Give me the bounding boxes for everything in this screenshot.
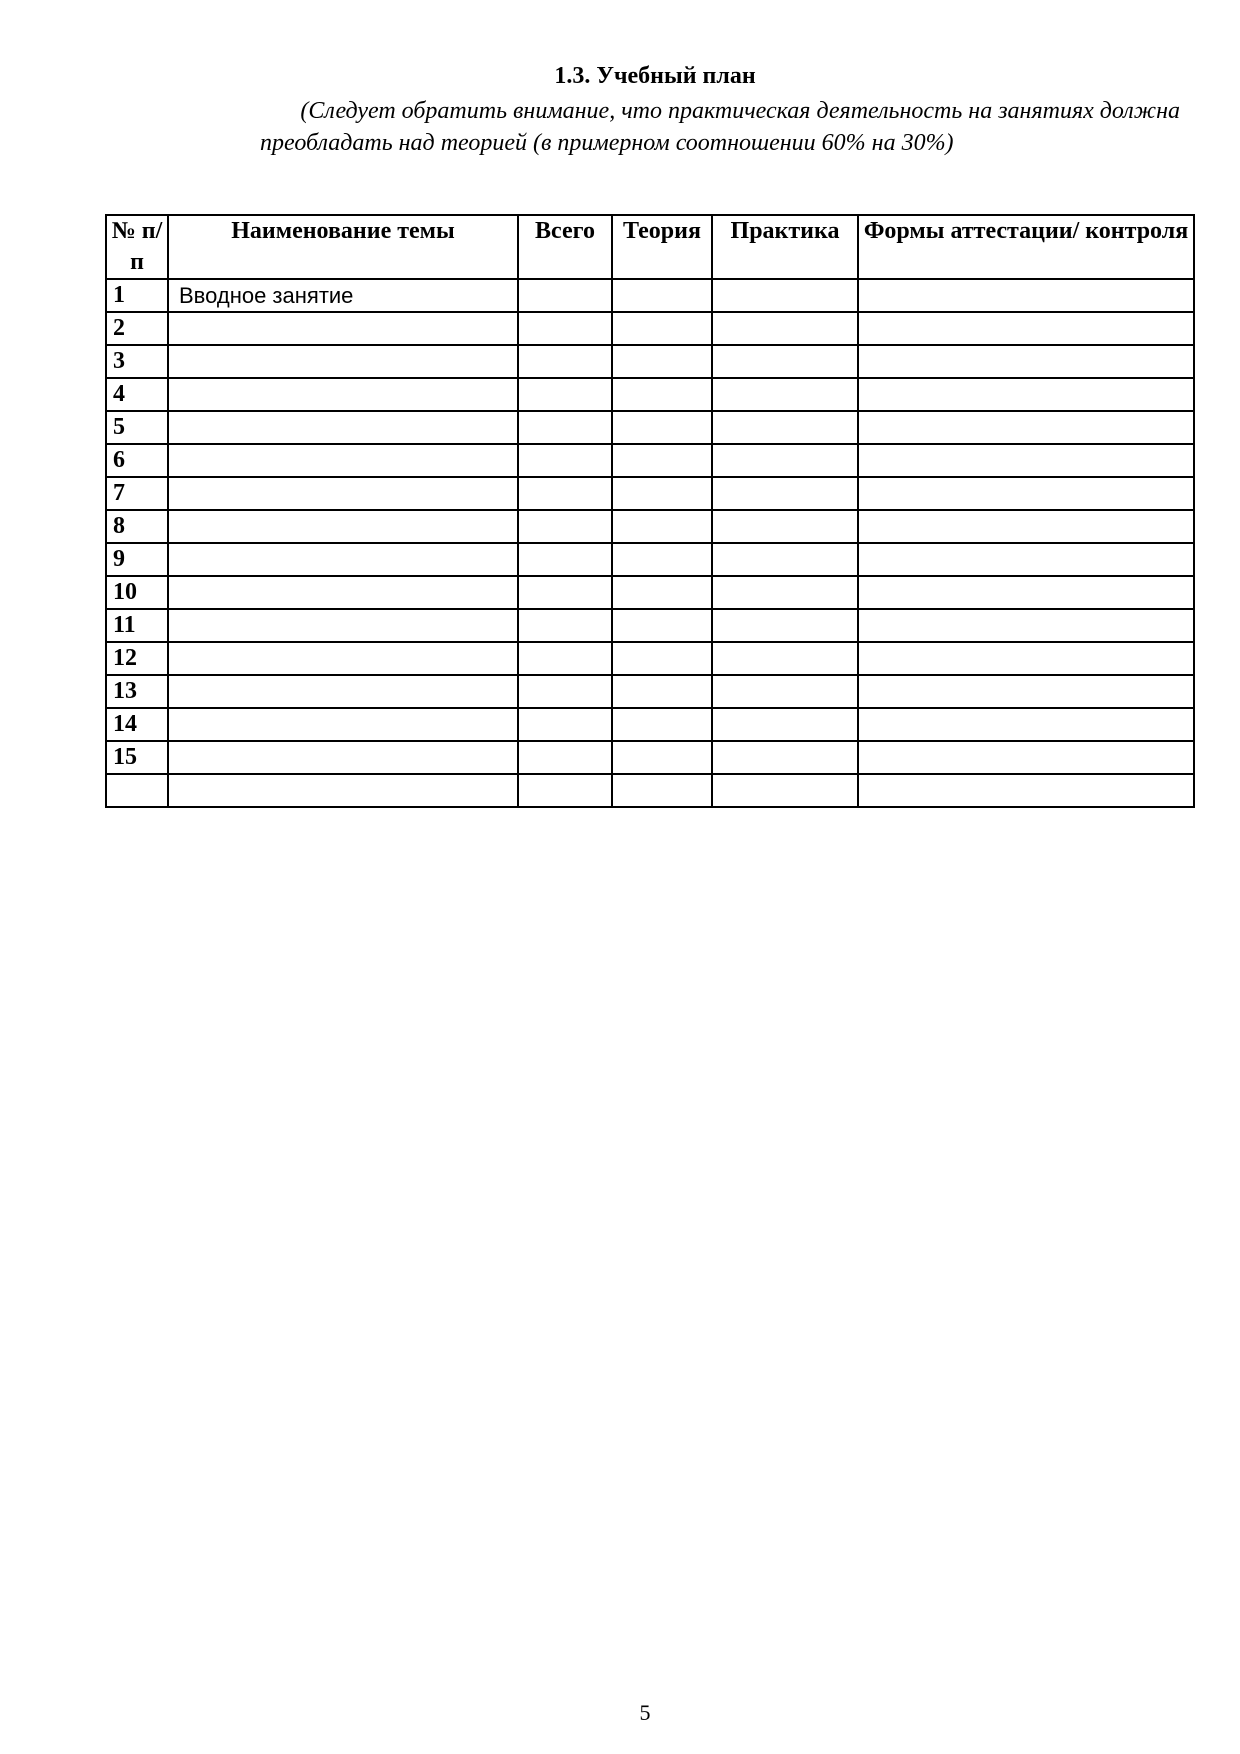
table-row <box>106 411 1194 444</box>
cell-topic <box>168 477 518 510</box>
cell-theory <box>612 543 712 576</box>
cell-forms <box>858 609 1194 642</box>
cell-num: 8 <box>106 510 168 543</box>
cell-forms <box>858 378 1194 411</box>
cell-practice <box>712 675 858 708</box>
header-num: № п/п <box>106 215 168 279</box>
cell-num: 1 <box>106 279 168 312</box>
cell-forms <box>858 279 1194 312</box>
cell-topic: Вводное занятие <box>168 279 518 312</box>
cell-forms <box>858 345 1194 378</box>
cell-forms <box>858 741 1194 774</box>
cell-topic <box>168 543 518 576</box>
cell-theory <box>612 444 712 477</box>
cell-forms <box>858 477 1194 510</box>
cell-forms <box>858 411 1194 444</box>
cell-practice <box>712 576 858 609</box>
cell-topic <box>168 741 518 774</box>
cell-practice <box>712 312 858 345</box>
cell-topic <box>168 675 518 708</box>
table-row <box>106 642 1194 675</box>
cell-forms <box>858 708 1194 741</box>
cell-num: 10 <box>106 576 168 609</box>
table-row <box>106 477 1194 510</box>
header-topic: Наименование темы <box>168 215 518 279</box>
cell-num: 14 <box>106 708 168 741</box>
cell-topic <box>168 708 518 741</box>
cell-forms <box>858 642 1194 675</box>
table-row <box>106 312 1194 345</box>
cell-practice <box>712 609 858 642</box>
cell-theory <box>612 312 712 345</box>
header-theory: Теория <box>612 215 712 279</box>
cell-total <box>518 378 612 411</box>
cell-forms <box>858 510 1194 543</box>
cell-total <box>518 411 612 444</box>
cell-forms <box>858 543 1194 576</box>
note-line-2: преобладать над теорией (в примерном соотношении 60% на 30%) <box>260 130 954 156</box>
cell-total <box>518 345 612 378</box>
cell-topic <box>168 444 518 477</box>
cell-total <box>518 312 612 345</box>
cell-theory <box>612 378 712 411</box>
cell-num: 5 <box>106 411 168 444</box>
cell-num: 4 <box>106 378 168 411</box>
cell-topic <box>168 642 518 675</box>
cell-total <box>518 444 612 477</box>
note-line-1: (Следует обратить внимание, что практическая деятельность на занятиях должна <box>300 98 1180 124</box>
cell-num: 2 <box>106 312 168 345</box>
cell-num: 3 <box>106 345 168 378</box>
cell-total <box>518 741 612 774</box>
cell-total <box>518 576 612 609</box>
header-total: Всего <box>518 215 612 279</box>
cell-total <box>518 510 612 543</box>
cell-practice <box>712 774 858 807</box>
cell-forms <box>858 576 1194 609</box>
cell-theory <box>612 774 712 807</box>
cell-num: 12 <box>106 642 168 675</box>
cell-num <box>106 774 168 807</box>
cell-total <box>518 774 612 807</box>
cell-theory <box>612 609 712 642</box>
cell-topic <box>168 774 518 807</box>
table-row <box>106 345 1194 378</box>
cell-theory <box>612 675 712 708</box>
cell-num: 9 <box>106 543 168 576</box>
cell-topic <box>168 411 518 444</box>
cell-total <box>518 708 612 741</box>
section-note <box>160 95 1180 159</box>
cell-theory <box>612 345 712 378</box>
cell-practice <box>712 741 858 774</box>
cell-topic <box>168 378 518 411</box>
cell-num: 13 <box>106 675 168 708</box>
cell-forms <box>858 444 1194 477</box>
cell-practice <box>712 543 858 576</box>
curriculum-table <box>105 214 1195 808</box>
cell-practice <box>712 477 858 510</box>
cell-topic <box>168 510 518 543</box>
table-header-row <box>106 215 1194 279</box>
cell-forms <box>858 774 1194 807</box>
cell-practice <box>712 708 858 741</box>
cell-theory <box>612 576 712 609</box>
cell-theory <box>612 510 712 543</box>
header-practice: Практика <box>712 215 858 279</box>
cell-total <box>518 609 612 642</box>
cell-total <box>518 675 612 708</box>
cell-practice <box>712 411 858 444</box>
cell-practice <box>712 444 858 477</box>
table-row <box>106 444 1194 477</box>
cell-total <box>518 477 612 510</box>
cell-topic <box>168 345 518 378</box>
cell-theory <box>612 741 712 774</box>
page-number: 5 <box>639 1700 651 1725</box>
cell-num: 11 <box>106 609 168 642</box>
cell-theory <box>612 279 712 312</box>
cell-theory <box>612 477 712 510</box>
cell-total <box>518 279 612 312</box>
table-row <box>106 708 1194 741</box>
table-row <box>106 543 1194 576</box>
cell-num: 15 <box>106 741 168 774</box>
table-row <box>106 279 1194 312</box>
table-body <box>106 279 1194 807</box>
cell-theory <box>612 708 712 741</box>
table-row <box>106 378 1194 411</box>
cell-theory <box>612 411 712 444</box>
cell-practice <box>712 378 858 411</box>
cell-forms <box>858 675 1194 708</box>
cell-topic <box>168 312 518 345</box>
cell-practice <box>712 510 858 543</box>
cell-practice <box>712 642 858 675</box>
cell-num: 6 <box>106 444 168 477</box>
cell-topic <box>168 609 518 642</box>
cell-theory <box>612 642 712 675</box>
table-row <box>106 774 1194 807</box>
table-row <box>106 675 1194 708</box>
cell-practice <box>712 279 858 312</box>
table-row <box>106 741 1194 774</box>
table-row <box>106 609 1194 642</box>
cell-practice <box>712 345 858 378</box>
section-title: 1.3. Учебный план <box>554 63 756 89</box>
cell-num: 7 <box>106 477 168 510</box>
cell-total <box>518 642 612 675</box>
cell-total <box>518 543 612 576</box>
table-row <box>106 576 1194 609</box>
cell-forms <box>858 312 1194 345</box>
header-forms: Формы аттестации/ контроля <box>858 215 1194 279</box>
cell-topic <box>168 576 518 609</box>
table-row <box>106 510 1194 543</box>
